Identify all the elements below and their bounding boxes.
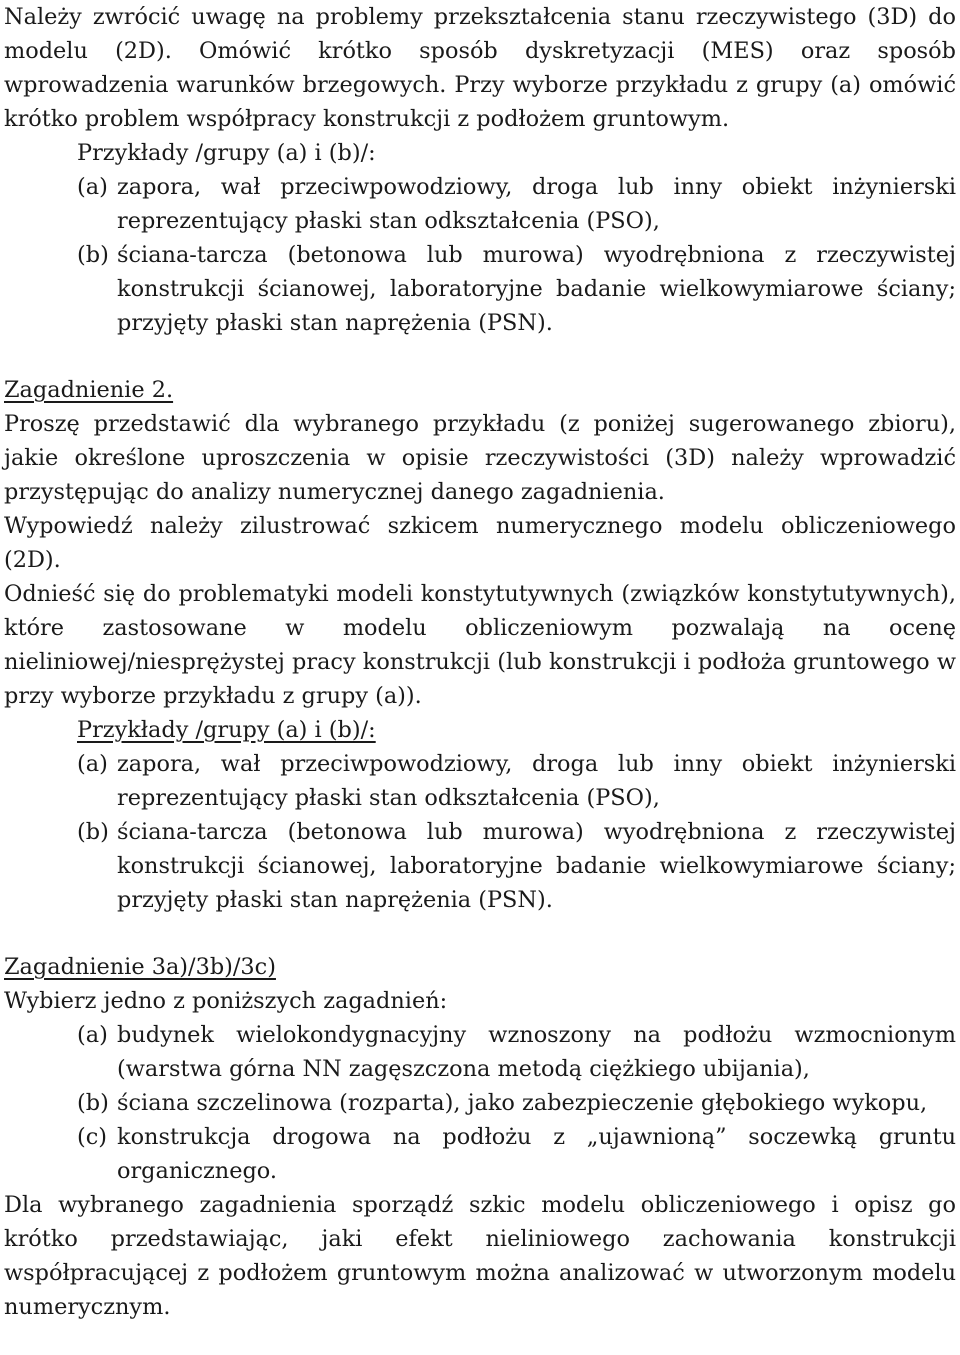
section-3-title: Zagadnienie 3a)/3b)/3c) [4, 954, 276, 980]
intro-examples-list [4, 170, 956, 340]
list-item [4, 1018, 956, 1086]
section-2-examples-list [4, 747, 956, 917]
list-item-text: ściana szczelinowa (rozparta), jako zabezpieczenie głębokiego wykopu, [117, 1090, 928, 1116]
section-2-paragraph-1: Proszę przedstawić dla wybranego przykładu (z poniżej sugerowanego zbioru), jakie określone uproszczenia w opisie rzeczywistości (3D) należy wprowadzić przystępując do analizy numerycznej danego zagadnienia. [4, 411, 956, 505]
list-item-marker: (c) [77, 1124, 108, 1150]
section-3-lead: Wybierz jedno z poniższych zagadnień: [4, 988, 448, 1014]
list-item [4, 1120, 956, 1188]
section-3-closing-paragraph: Dla wybranego zagadnienia sporządź szkic modelu obliczeniowego i opisz go krótko przedstawiając, jaki efekt nieliniowego zachowania konstrukcji współpracującej z podłożem gruntowym można analizować w utworzonym modelu numerycznym. [4, 1192, 956, 1320]
list-item-text: ściana-tarcza (betonowa lub murowa) wyodrębniona z rzeczywistej konstrukcji ścianowej, laboratoryjne badanie wielkowymiarowe ściany; przyjęty płaski stan naprężenia (PSN). [117, 819, 956, 913]
list-item-text: budynek wielokondygnacyjny wznoszony na podłożu wzmocnionym (warstwa górna NN zagęszczona metodą ciężkiego ubijania), [117, 1022, 956, 1082]
intro-paragraph: Należy zwrócić uwagę na problemy przekształcenia stanu rzeczywistego (3D) do modelu (2D). Omówić krótko sposób dyskretyzacji (MES) oraz sposób wprowadzenia warunków brzegowych. Przy wyborze przykładu z grupy (a) omówić krótko problem współpracy konstrukcji z podłożem gruntowym. [4, 4, 956, 132]
list-item-marker: (a) [77, 751, 108, 777]
list-item-text: zapora, wał przeciwpowodziowy, droga lub inny obiekt inżynierski reprezentujący płaski stan odkształcenia (PSO), [117, 751, 956, 811]
section-2-paragraph-3: Odnieść się do problematyki modeli konstytutywnych (związków konstytutywnych), które zastosowane w modelu obliczeniowym pozwalają na ocenę nieliniowej/niesprężystej pracy konstrukcji (lub konstrukcji i podłoża gruntowego w przy wyborze przykładu z grupy (a)). [4, 581, 956, 709]
section-spacer [4, 340, 956, 373]
list-item [4, 170, 956, 238]
list-item-marker: (b) [77, 242, 109, 268]
list-item-marker: (b) [77, 1090, 109, 1116]
section-2-paragraph-2: Wypowiedź należy zilustrować szkicem numerycznego modelu obliczeniowego (2D). [4, 513, 956, 573]
list-item-text: konstrukcja drogowa na podłożu z „ujawnioną” soczewką gruntu organicznego. [117, 1124, 956, 1184]
list-item-marker: (a) [77, 1022, 108, 1048]
list-item-text: zapora, wał przeciwpowodziowy, droga lub inny obiekt inżynierski reprezentujący płaski stan odkształcenia (PSO), [117, 174, 956, 234]
list-item [4, 747, 956, 815]
intro-examples-heading: Przykłady /grupy (a) i (b)/: [77, 140, 376, 166]
list-item-marker: (b) [77, 819, 109, 845]
list-item [4, 238, 956, 340]
section-spacer [4, 917, 956, 950]
section-2-examples-heading: Przykłady /grupy (a) i (b)/: [77, 717, 376, 743]
list-item [4, 815, 956, 917]
section-2-title: Zagadnienie 2. [4, 377, 174, 403]
list-item-marker: (a) [77, 174, 108, 200]
section-3-items-list [4, 1018, 956, 1188]
document-page [4, 0, 956, 1324]
list-item [4, 1086, 956, 1120]
list-item-text: ściana-tarcza (betonowa lub murowa) wyodrębniona z rzeczywistej konstrukcji ścianowej, laboratoryjne badanie wielkowymiarowe ściany; przyjęty płaski stan naprężenia (PSN). [117, 242, 956, 336]
